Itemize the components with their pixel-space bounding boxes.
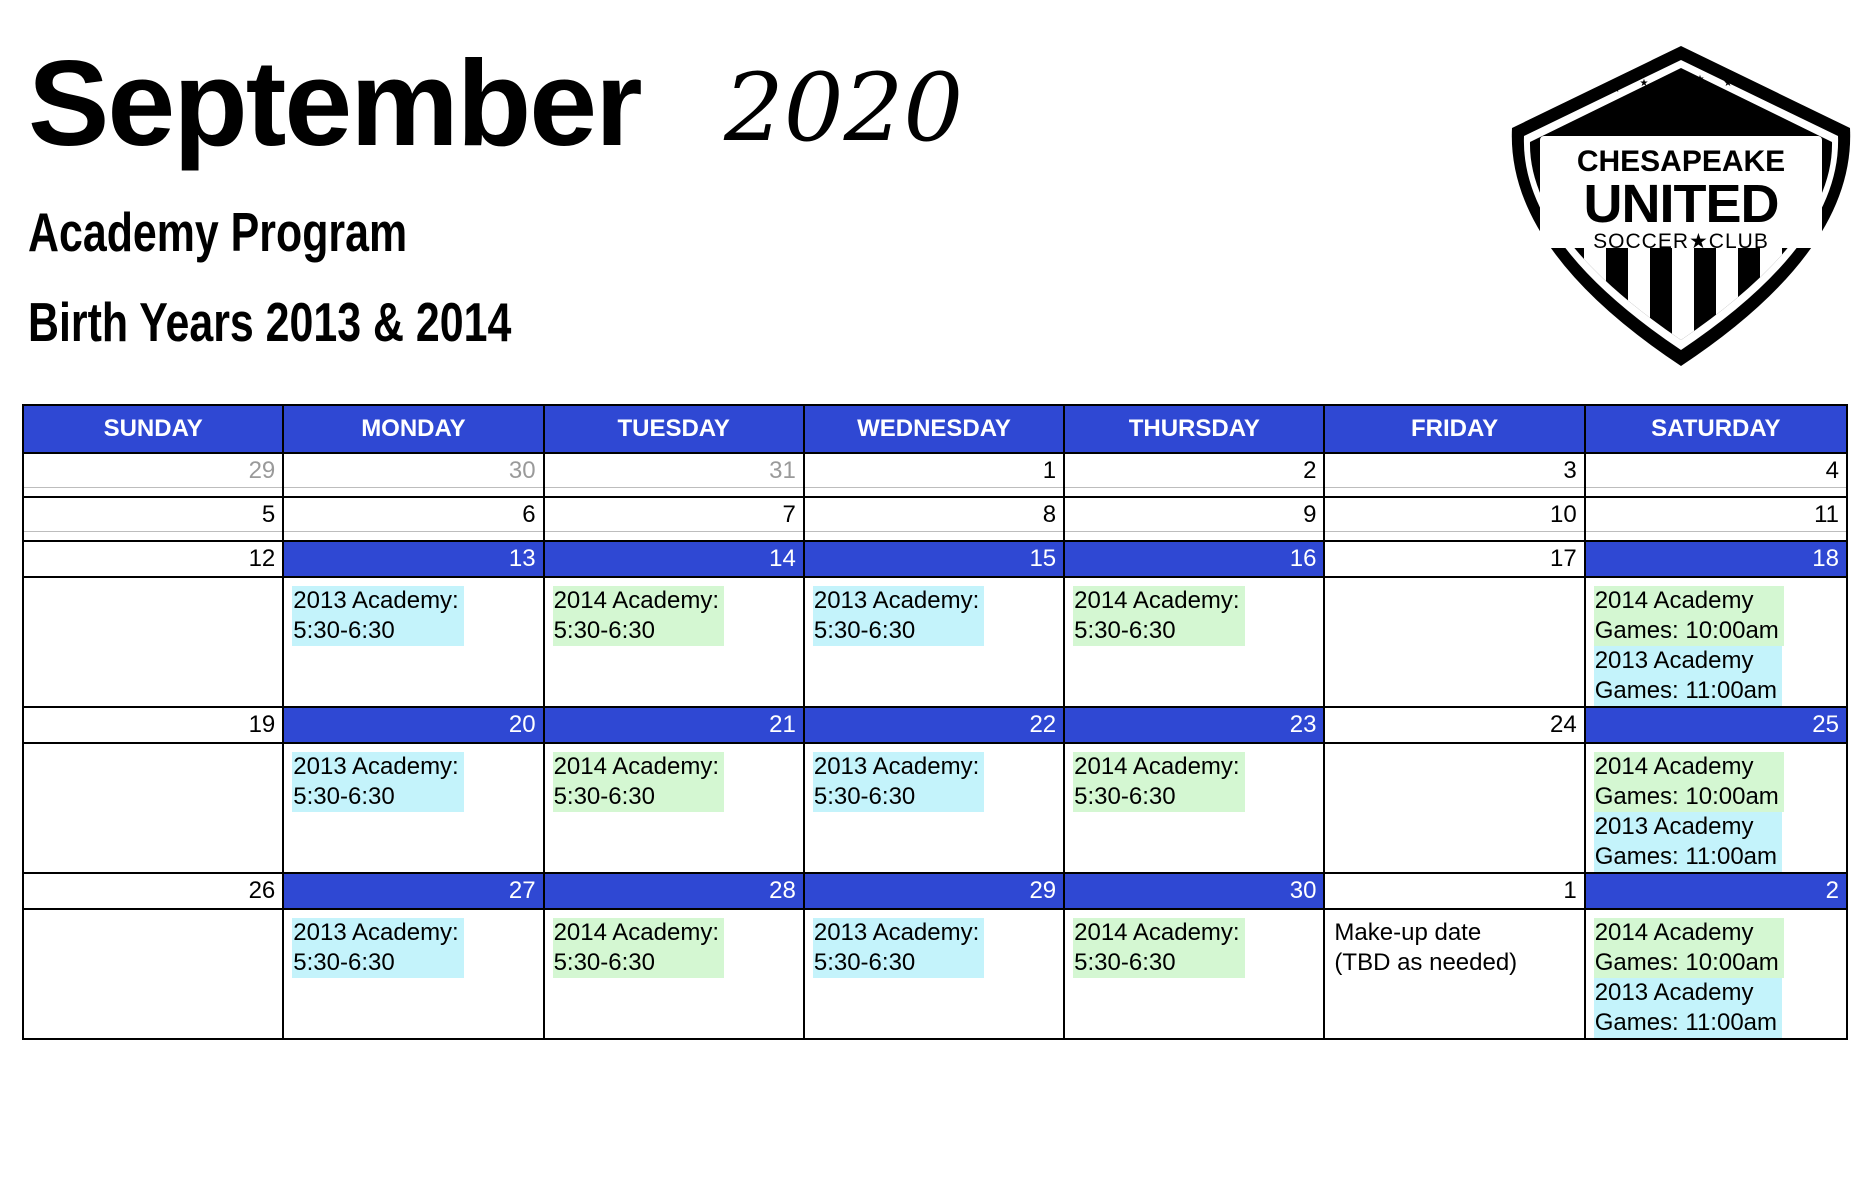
day-number: 23 xyxy=(1065,708,1323,744)
calendar-grid xyxy=(22,404,1848,1040)
day-cell[interactable] xyxy=(545,708,805,872)
day-events xyxy=(284,532,542,540)
day-events xyxy=(1065,532,1323,540)
day-number: 17 xyxy=(1325,542,1583,578)
club-logo xyxy=(1500,40,1862,370)
day-events xyxy=(1586,744,1846,872)
day-cell[interactable] xyxy=(805,542,1065,706)
day-cell[interactable] xyxy=(805,498,1065,540)
day-events xyxy=(805,910,1063,1038)
calendar-event[interactable] xyxy=(553,918,724,978)
day-number: 20 xyxy=(284,708,542,744)
day-cell[interactable] xyxy=(1325,542,1585,706)
event-text-line: 2014 Academy: xyxy=(1074,919,1240,946)
day-events xyxy=(545,532,803,540)
day-events xyxy=(545,744,803,872)
event-text-line: 2013 Academy: xyxy=(813,753,980,780)
event-text-line: (TBD as needed) xyxy=(1334,949,1518,976)
svg-text:★: ★ xyxy=(1751,84,1761,95)
day-cell[interactable] xyxy=(1065,454,1325,496)
club-crest-icon xyxy=(1500,40,1862,370)
calendar-event[interactable] xyxy=(1073,752,1244,812)
event-text-line: 2013 Academy xyxy=(1594,979,1754,1006)
day-number: 27 xyxy=(284,874,542,910)
day-cell[interactable] xyxy=(1065,874,1325,1038)
day-events xyxy=(1586,532,1846,540)
calendar-week xyxy=(24,540,1846,706)
day-events xyxy=(1065,488,1323,496)
event-text-line: 5:30-6:30 xyxy=(813,783,916,810)
day-number: 8 xyxy=(805,498,1063,532)
logo-line1: CHESAPEAKE xyxy=(1576,145,1786,178)
logo-line3: SOCCER★CLUB xyxy=(1593,230,1769,253)
weekday-header-friday: FRIDAY xyxy=(1325,406,1585,452)
event-text-line: 5:30-6:30 xyxy=(553,783,655,810)
day-cell[interactable] xyxy=(284,498,544,540)
day-events xyxy=(24,578,282,706)
day-cell[interactable] xyxy=(1065,542,1325,706)
calendar-week xyxy=(24,496,1846,540)
svg-text:★: ★ xyxy=(1667,74,1677,85)
day-events xyxy=(1325,910,1583,1038)
day-number: 19 xyxy=(24,708,282,744)
weekday-header-row xyxy=(24,406,1846,452)
day-number: 5 xyxy=(24,498,282,532)
day-events xyxy=(24,744,282,872)
day-cell[interactable] xyxy=(1586,874,1846,1038)
day-cell[interactable] xyxy=(24,874,284,1038)
event-text-line: 2014 Academy: xyxy=(553,587,720,614)
day-events xyxy=(1065,744,1323,872)
event-text-line: 2014 Academy: xyxy=(1074,587,1240,614)
day-number: 29 xyxy=(805,874,1063,910)
calendar-week xyxy=(24,452,1846,496)
day-events xyxy=(24,910,282,1038)
event-text-line: 5:30-6:30 xyxy=(1074,617,1176,644)
day-cell[interactable] xyxy=(545,542,805,706)
event-text-line: Games: 10:00am xyxy=(1594,783,1779,810)
day-number: 12 xyxy=(24,542,282,578)
event-text-line: Games: 10:00am xyxy=(1594,949,1779,976)
event-text-line: 2014 Academy: xyxy=(1074,753,1240,780)
calendar-event[interactable] xyxy=(1594,918,1784,978)
calendar-event[interactable] xyxy=(292,586,463,646)
day-events xyxy=(1325,488,1583,496)
day-cell[interactable] xyxy=(284,874,544,1038)
day-events xyxy=(1325,744,1583,872)
event-text-line: Games: 11:00am xyxy=(1594,843,1778,870)
event-text-line: 5:30-6:30 xyxy=(553,949,655,976)
day-events xyxy=(284,488,542,496)
calendar-event[interactable] xyxy=(553,586,724,646)
event-text-line: 2014 Academy: xyxy=(553,919,720,946)
day-cell[interactable] xyxy=(1065,498,1325,540)
svg-text:★: ★ xyxy=(1695,74,1705,85)
day-events xyxy=(24,488,282,496)
event-text-line: 5:30-6:30 xyxy=(1074,783,1176,810)
day-cell[interactable] xyxy=(1586,498,1846,540)
calendar-event[interactable] xyxy=(1594,586,1784,646)
day-cell[interactable] xyxy=(1325,454,1585,496)
program-subtitle: Academy Program xyxy=(28,201,408,263)
day-events xyxy=(1325,578,1583,706)
day-number: 25 xyxy=(1586,708,1846,744)
day-cell[interactable] xyxy=(545,454,805,496)
day-cell[interactable] xyxy=(1065,708,1325,872)
event-text-line: Games: 11:00am xyxy=(1594,677,1778,704)
logo-line2: UNITED xyxy=(1583,174,1779,234)
day-events xyxy=(284,910,542,1038)
day-cell[interactable] xyxy=(545,498,805,540)
day-events xyxy=(805,744,1063,872)
calendar-event[interactable] xyxy=(1594,646,1782,706)
day-events xyxy=(545,578,803,706)
day-cell[interactable] xyxy=(805,454,1065,496)
event-text-line: 2014 Academy xyxy=(1594,919,1754,946)
day-cell[interactable] xyxy=(1586,454,1846,496)
day-events xyxy=(1065,910,1323,1038)
event-text-line: 5:30-6:30 xyxy=(553,617,655,644)
day-number: 13 xyxy=(284,542,542,578)
calendar-week xyxy=(24,706,1846,872)
day-number: 21 xyxy=(545,708,803,744)
day-number: 24 xyxy=(1325,708,1583,744)
svg-text:★: ★ xyxy=(1639,78,1649,89)
day-number: 16 xyxy=(1065,542,1323,578)
day-cell[interactable] xyxy=(284,708,544,872)
day-cell[interactable] xyxy=(1325,498,1585,540)
event-text-line: 5:30-6:30 xyxy=(293,783,395,810)
day-number: 31 xyxy=(545,454,803,488)
day-number: 9 xyxy=(1065,498,1323,532)
day-events xyxy=(545,488,803,496)
day-cell[interactable] xyxy=(24,542,284,706)
day-events xyxy=(805,488,1063,496)
day-events xyxy=(545,910,803,1038)
day-cell[interactable] xyxy=(284,454,544,496)
event-text-line: 5:30-6:30 xyxy=(293,617,395,644)
day-number: 14 xyxy=(545,542,803,578)
day-number: 10 xyxy=(1325,498,1583,532)
calendar-event[interactable] xyxy=(292,752,463,812)
weekday-header-saturday: SATURDAY xyxy=(1651,415,1781,442)
day-cell[interactable] xyxy=(1325,874,1585,1038)
weekday-header-sunday: SUNDAY xyxy=(24,406,284,452)
day-events xyxy=(1325,532,1583,540)
weekday-header-wednesday: WEDNESDAY xyxy=(805,406,1065,452)
day-events xyxy=(284,744,542,872)
day-number: 11 xyxy=(1586,498,1846,532)
event-text-line: 2013 Academy: xyxy=(293,919,459,946)
weekday-header-thursday: THURSDAY xyxy=(1065,406,1325,452)
day-cell[interactable] xyxy=(1586,542,1846,706)
day-number: 18 xyxy=(1586,542,1846,578)
day-cell[interactable] xyxy=(24,498,284,540)
day-number: 7 xyxy=(545,498,803,532)
day-events xyxy=(24,532,282,540)
day-number: 1 xyxy=(805,454,1063,488)
calendar-event[interactable] xyxy=(553,752,724,812)
event-text-line: 5:30-6:30 xyxy=(813,949,916,976)
day-number: 28 xyxy=(545,874,803,910)
day-events xyxy=(284,578,542,706)
day-events xyxy=(1586,578,1846,706)
day-number: 30 xyxy=(284,454,542,488)
event-text-line: Games: 11:00am xyxy=(1594,1009,1778,1036)
day-number: 2 xyxy=(1065,454,1323,488)
calendar-event[interactable] xyxy=(1594,812,1782,872)
event-text-line: 2013 Academy: xyxy=(813,587,980,614)
event-text-line: 2014 Academy xyxy=(1594,753,1754,780)
day-number: 15 xyxy=(805,542,1063,578)
day-number: 6 xyxy=(284,498,542,532)
calendar-event[interactable] xyxy=(813,752,984,812)
day-events xyxy=(805,578,1063,706)
calendar-event[interactable] xyxy=(813,586,984,646)
day-cell[interactable] xyxy=(24,708,284,872)
day-cell[interactable] xyxy=(284,542,544,706)
event-text-line: 2013 Academy xyxy=(1594,813,1754,840)
day-number: 26 xyxy=(24,874,282,910)
svg-text:★: ★ xyxy=(1611,84,1621,95)
event-text-line: 2014 Academy xyxy=(1594,587,1754,614)
day-cell[interactable] xyxy=(805,708,1065,872)
day-events xyxy=(1586,488,1846,496)
day-cell[interactable] xyxy=(545,874,805,1038)
day-number: 1 xyxy=(1325,874,1583,910)
year-title: 2020 xyxy=(724,54,964,163)
event-text-line: 2013 Academy: xyxy=(293,587,459,614)
day-cell[interactable] xyxy=(1586,708,1846,872)
day-number: 30 xyxy=(1065,874,1323,910)
calendar-event[interactable] xyxy=(292,918,463,978)
day-events xyxy=(1065,578,1323,706)
day-number: 4 xyxy=(1586,454,1846,488)
calendar-event[interactable] xyxy=(813,918,984,978)
event-text-line: 2013 Academy: xyxy=(293,753,459,780)
event-text-line: 5:30-6:30 xyxy=(813,617,916,644)
event-text-line: Make-up date xyxy=(1334,919,1482,946)
event-text-line: 2013 Academy xyxy=(1594,647,1754,674)
calendar-event[interactable] xyxy=(1333,918,1522,978)
day-cell[interactable] xyxy=(805,874,1065,1038)
calendar-event[interactable] xyxy=(1073,586,1244,646)
day-number: 29 xyxy=(24,454,282,488)
svg-text:★: ★ xyxy=(1723,78,1733,89)
event-text-line: 2014 Academy: xyxy=(553,753,720,780)
month-title: September xyxy=(28,35,641,171)
day-events xyxy=(805,532,1063,540)
event-text-line: Games: 10:00am xyxy=(1594,617,1779,644)
day-number: 2 xyxy=(1586,874,1846,910)
weekday-header-monday: MONDAY xyxy=(284,406,544,452)
day-events xyxy=(1586,910,1846,1038)
day-cell[interactable] xyxy=(24,454,284,496)
event-text-line: 2013 Academy: xyxy=(813,919,980,946)
day-number: 22 xyxy=(805,708,1063,744)
calendar-event[interactable] xyxy=(1594,752,1784,812)
weekday-header-tuesday: TUESDAY xyxy=(545,406,805,452)
event-text-line: 5:30-6:30 xyxy=(1074,949,1176,976)
calendar-weeks xyxy=(24,452,1846,1038)
day-cell[interactable] xyxy=(1325,708,1585,872)
birth-years-subtitle: Birth Years 2013 & 2014 xyxy=(28,291,512,353)
event-text-line: 5:30-6:30 xyxy=(293,949,395,976)
calendar-event[interactable] xyxy=(1594,978,1782,1038)
day-number: 3 xyxy=(1325,454,1583,488)
calendar-event[interactable] xyxy=(1073,918,1244,978)
calendar-week xyxy=(24,872,1846,1038)
